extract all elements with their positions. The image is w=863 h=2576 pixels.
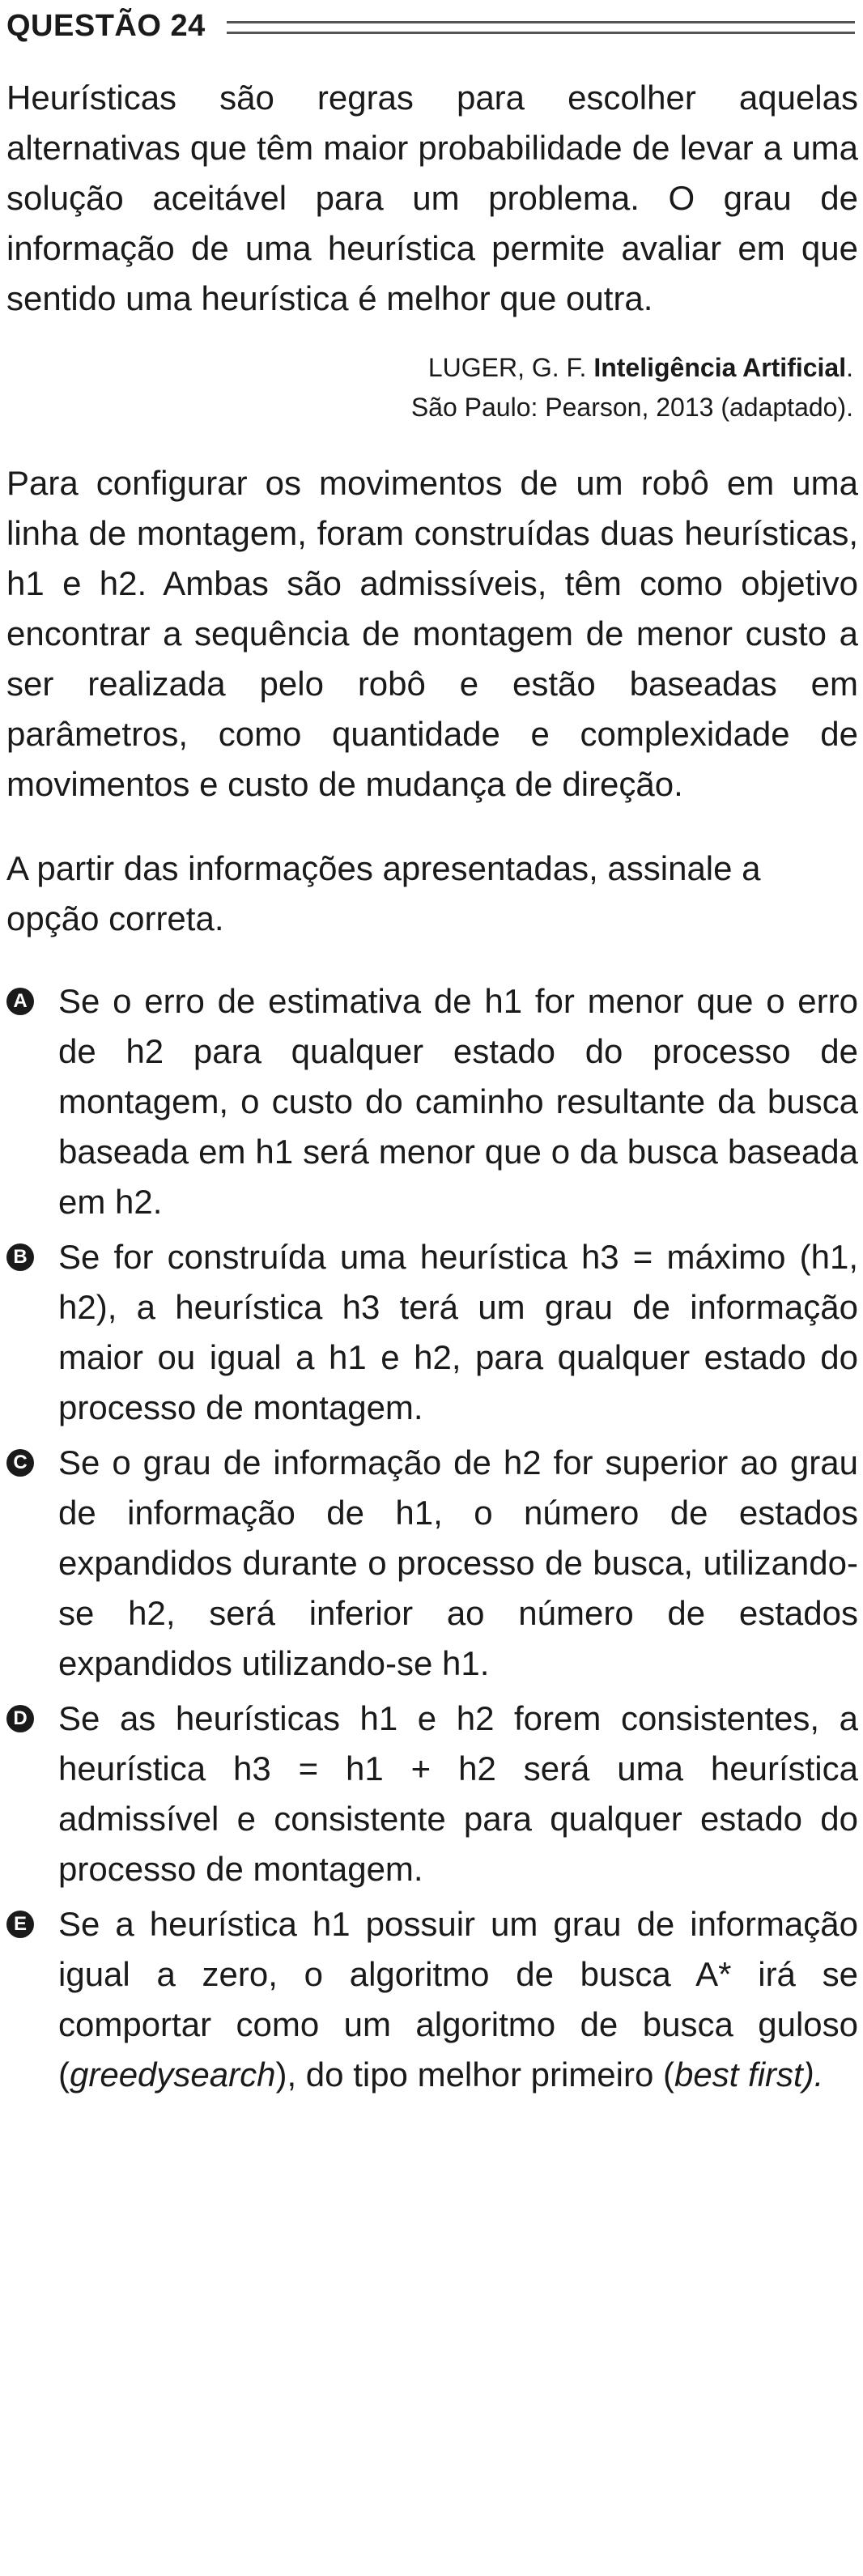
- answer-options: [6, 976, 858, 2100]
- option-e-italic-greedysearch: greedysearch: [70, 2055, 276, 2094]
- option-d-letter-badge: D: [6, 1705, 34, 1732]
- citation-line-1: [6, 348, 853, 388]
- citation-publisher: São Paulo: Pearson, 2013 (adaptado).: [410, 393, 853, 422]
- option-c-text: Se o grau de informação de h2 for superior ao grau de informação de h1, o número de estados expandidos durante o processo de busca, utilizando-se h2, será inferior ao número de estados expandidos utilizando-se h1.: [58, 1443, 858, 1682]
- citation-author: LUGER, G. F.: [427, 353, 587, 382]
- intro-paragraph: Heurísticas são regras para escolher aquelas alternativas que têm maior probabilidade de levar a uma solução aceitável para um problema. O grau de informação de uma heurística permite avaliar em que sentido uma heurística é melhor que outra.: [6, 79, 858, 317]
- option-b[interactable]: [6, 1232, 858, 1433]
- option-a-text: Se o erro de estimativa de h1 for menor que o erro de h2 para qualquer estado do processo de montagem, o custo do caminho resultante da busca baseada em h1 será menor que o da busca baseada em h2.: [58, 982, 858, 1221]
- citation: [6, 348, 858, 427]
- option-e-letter-badge: E: [6, 1911, 34, 1938]
- question-header: [6, 2, 858, 50]
- option-b-letter-badge: B: [6, 1243, 34, 1271]
- option-a-letter-badge: A: [6, 988, 34, 1015]
- option-e-text: [58, 1899, 858, 2100]
- citation-period: .: [846, 353, 853, 382]
- option-b-text: Se for construída uma heurística h3 = máximo (h1, h2), a heurística h3 terá um grau de informação maior ou igual a h1 e h2, para qualquer estado do processo de montagem.: [58, 1238, 858, 1426]
- option-d[interactable]: [6, 1694, 858, 1894]
- option-e[interactable]: [6, 1899, 858, 2100]
- option-e-italic-best-first: best first).: [674, 2055, 824, 2094]
- option-e-text-part2: ), do tipo melhor primeiro (: [275, 2055, 674, 2094]
- option-e-text-part1: Se a heurística h1 possuir um grau de informação igual a zero, o algoritmo de busca A* irá se comportar como um algoritmo de busca guloso (: [58, 1905, 858, 2094]
- option-c[interactable]: [6, 1438, 858, 1689]
- question-title: QUESTÃO 24: [6, 8, 206, 43]
- citation-work: Inteligência Artificial: [593, 353, 847, 382]
- question-prompt: A partir das informações apresentadas, assinale a opção correta.: [6, 849, 761, 937]
- option-d-text: Se as heurísticas h1 e h2 forem consistentes, a heurística h3 = h1 + h2 será uma heurística admissível e consistente para qualquer estado do processo de montagem.: [58, 1699, 858, 1888]
- context-paragraph: Para configurar os movimentos de um robô em uma linha de montagem, foram construídas duas heurísticas, h1 e h2. Ambas são admissíveis, têm como objetivo encontrar a sequência de montagem de menor custo a ser realizada pelo robô e estão baseadas em parâmetros, como quantidade e complexidade de movimentos e custo de mudança de direção.: [6, 464, 858, 803]
- option-a[interactable]: [6, 976, 858, 1227]
- header-double-rule: [227, 21, 855, 34]
- option-c-letter-badge: C: [6, 1449, 34, 1477]
